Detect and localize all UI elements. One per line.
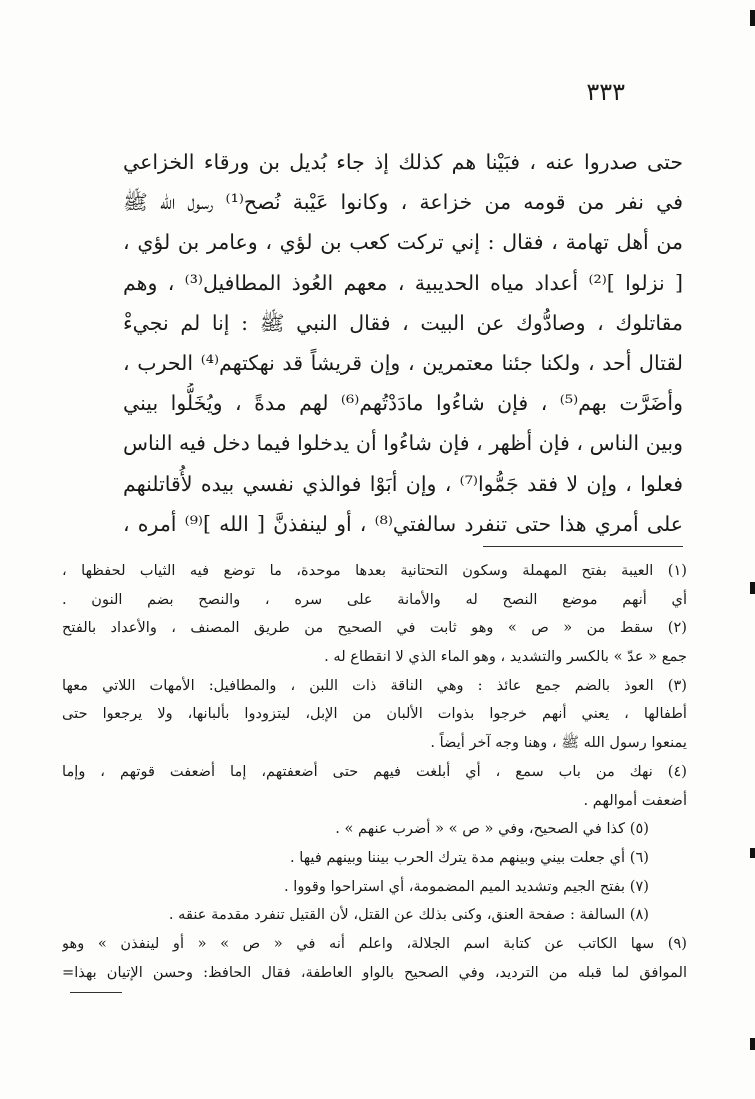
footnote-line: (٣) العوذ بالضم جمع عائذ : وهي الناقة ذات اللبن ، والمطافيل: الأمهات اللاتي معها <box>62 676 687 694</box>
footnote-line: (٦) أي جعلت بيني وبينهم مدة يترك الحرب بيننا وبينهم فيها . <box>289 848 649 866</box>
scan-edge-mark <box>750 582 755 594</box>
main-text-line: مقاتلوك ، وصادُّوك عن البيت ، فقال النبي ﷺ : إنا لم نجيءْ <box>123 310 683 335</box>
page-number: ٣٣٣ <box>586 78 625 106</box>
footnote-line: (٤) نهك من باب سمع ، أي أبلغت فيهم حتى أضعفتهم، إما أضعفت قوتهم ، وإما <box>62 762 687 780</box>
main-text-line: فعلوا ، وإن لا فقد جَمُّوا⁽⁷⁾ ، وإن أبَوْا فوالذي نفسي بيده لأُقاتلنهم <box>123 471 683 496</box>
footnote-line: الموافق لما قبله من الترديد، وفي الصحيح بالواو العاطفة، فقال الحافظ: وحسن الإتيان بهذا= <box>62 963 687 981</box>
main-text-line: في نفر من قومه من خزاعة ، وكانوا عَيْبة نُصح⁽¹⁾ رسول الله ﷺ <box>123 190 683 215</box>
footnote-line: أي أنهم موضع النصح له والأمانة على سره ، والنصح بضم النون . <box>62 590 687 608</box>
footnotes <box>62 557 687 987</box>
footnote-line: (٧) بفتح الجيم وتشديد الميم المضمومة، أي استراحوا وقووا . <box>284 877 649 895</box>
footnote-divider <box>483 546 683 547</box>
scan-edge-mark <box>750 10 755 26</box>
main-text-line: لقتال أحد ، ولكنا جئنا معتمرين ، وإن قريشاً قد نهكتهم⁽⁴⁾ الحرب ، <box>123 350 683 375</box>
main-text-line: وبين الناس ، فإن أظهر ، فإن شاءُوا أن يدخلوا فيما دخل فيه الناس <box>123 431 683 456</box>
footnote-line: (٨) السالفة : صفحة العنق، وكنى بذلك عن القتل، لأن القتيل تنفرد مقدمة عنقه . <box>168 906 649 924</box>
continuation-rule <box>70 992 122 993</box>
main-text-line: حتى صدروا عنه ، فبَيْنا هم كذلك إذ جاء بُديل بن ورقاء الخزاعي <box>123 150 683 174</box>
scan-edge-mark <box>750 848 755 858</box>
main-text <box>123 142 683 544</box>
footnote-line: (٥) كذا في الصحيح، وفي « ص » « أضرب عنهم » . <box>335 820 649 838</box>
footnote-line: أضعفت أموالهم . <box>583 791 687 809</box>
footnote-line: أطفالها ، يعني أنهم خرجوا بذوات الألبان من الإبل، ليتزودوا بألبانها، ولا يرجعوا حتى <box>62 705 687 723</box>
footnote-line: (٩) سها الكاتب عن كتابة اسم الجلالة، واعلم أنه في « ص » « أو لينفذن » وهو <box>62 934 687 952</box>
main-text-line: على أمري هذا حتى تنفرد سالفتي⁽⁸⁾ ، أو لينفذنَّ [ الله ]⁽⁹⁾ أمره ، <box>123 511 683 536</box>
scan-edge-mark <box>750 1038 755 1050</box>
main-text-line: [ نزلوا ]⁽²⁾ أعداد مياه الحديبية ، معهم العُوذ المطافيل⁽³⁾ ، وهم <box>123 270 683 295</box>
footnote-line: (٢) سقط من « ص » وهو ثابت في الصحيح من طريق المصنف ، والأعداد بالفتح <box>62 619 687 637</box>
main-text-line: من أهل تهامة ، فقال : إني تركت كعب بن لؤي ، وعامر بن لؤي ، <box>123 230 683 255</box>
footnote-line: جمع « عدّ » بالكسر والتشديد ، وهو الماء الذي لا انقطاع له . <box>324 648 687 666</box>
main-text-line: وأضَرَّت بهم⁽⁵⁾ ، فإن شاءُوا مادَدْتُهم⁽⁶⁾ لهم مدةً ، ويُخَلُّوا بيني <box>123 391 683 416</box>
footnote-line: يمنعوا رسول الله ﷺ ، وهنا وجه آخر أيضاً . <box>430 734 687 752</box>
footnote-line: (١) العيبة بفتح المهملة وسكون التحتانية بعدها موحدة، ما توضع فيه الثياب لحفظها ، <box>62 562 687 579</box>
